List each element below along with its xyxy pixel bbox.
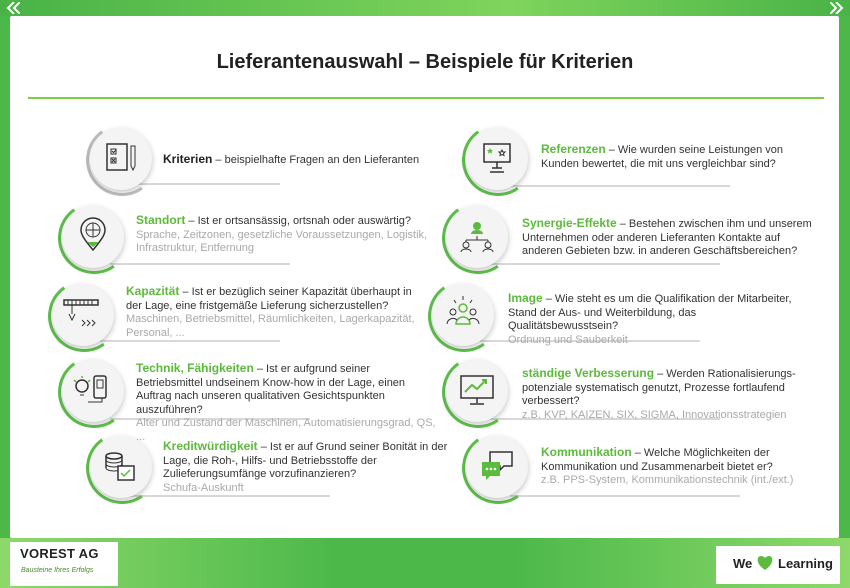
- connector-line: [510, 185, 730, 187]
- connector-line: [490, 263, 720, 265]
- synergy-text: Synergie-Effekte – Bestehen zwischen ihm und unserem Unternehmen oder anderen Lieferanten Kontakte auf anderen Gebieten bzw. in anderen Geschäftsbereichen?: [522, 216, 812, 257]
- connector-line: [100, 340, 280, 342]
- improvement-text: ständige Verbesserung – Werden Rationalisierungs-potenziale systematisch genutzt, Prozesse fortlaufend verbessert? z.B. KVP, KAIZEN, SIX, SIGMA, Innovationsstrategien: [522, 366, 796, 421]
- references-text: Referenzen – Wie wurden seine Leistungen von Kunden bewertet, die mit uns vergleichbar sind?: [541, 142, 784, 170]
- logo-text: VOREST AG: [20, 546, 99, 561]
- connector-line: [130, 183, 280, 185]
- trophy-stars-icon: [478, 140, 516, 176]
- connector-line: [130, 495, 330, 497]
- chevron-right-decoration-icon: [830, 2, 844, 14]
- technology-text: Technik, Fähigkeiten – Ist er aufgrund seiner Betriebsmittel undseinem Know-how in der Lage, einen Auftrag nach unseren qualitativen Gesichtspunkten auszuführen? Alter und Zustand der Maschinen, Automatisierungsgrad, QS, ...: [136, 361, 436, 443]
- communication-text: Kommunikation – Welche Möglichkeiten der Kommunikation und Zusammenarbeit bietet er? z.B. PPS-System, Kommunikationstechnik (int./ext.): [541, 445, 794, 486]
- we-text: We: [733, 556, 753, 571]
- team-icon: [444, 294, 482, 330]
- network-people-icon: [458, 218, 496, 254]
- logo-slogan: Bausteine Ihres Erfolgs: [21, 567, 94, 574]
- checklist-icon: [103, 140, 139, 176]
- chat-bubbles-icon: [478, 448, 516, 484]
- image-text: Image – Wie steht es um die Qualifikation der Mitarbeiter, Stand der Aus- und Weiterbildung, das Qualitätsbewusstsein? Ordnung und Sauberkeit: [508, 291, 792, 346]
- connector-line: [110, 263, 290, 265]
- title-divider: [28, 97, 824, 99]
- crane-conveyor-icon: [62, 296, 102, 332]
- creditworthiness-text: Kreditwürdigkeit – Ist er auf Grund seiner Bonität in der Lage, die Roh-, Hilfs- und Betriebsstoffe der Zulieferungsumfänge vorzufinanzieren? Schufa-Auskunft: [163, 439, 448, 494]
- capacity-text: Kapazität – Ist er bezüglich seiner Kapazität überhaupt in der Lage, eine fristgemäße Lieferung sicherzustellen? Maschinen, Betriebsmittel, Räumlichkeiten, Lagerkapazität, Personal, ...: [126, 284, 415, 339]
- top-bar: [0, 0, 850, 16]
- connector-line: [510, 495, 740, 497]
- page-title: Lieferantenauswahl – Beispiele für Kriterien: [216, 51, 634, 73]
- chevron-left-decoration-icon: [6, 2, 20, 14]
- coins-card-icon: [102, 448, 138, 484]
- heart-icon: [756, 555, 774, 571]
- chart-monitor-icon: [458, 372, 496, 408]
- criteria-text: Kriterien – beispielhafte Fragen an den Lieferanten: [163, 152, 420, 166]
- learning-text: Learning: [778, 556, 833, 571]
- bulb-device-icon: [72, 372, 112, 408]
- location-text: Standort – Ist er ortsansässig, ortsnah oder auswärtig? Sprache, Zeitzonen, gesetzliche Voraussetzungen, Logistik, Infrastruktur, Entfernung: [136, 213, 428, 254]
- globe-pin-icon: [75, 216, 111, 252]
